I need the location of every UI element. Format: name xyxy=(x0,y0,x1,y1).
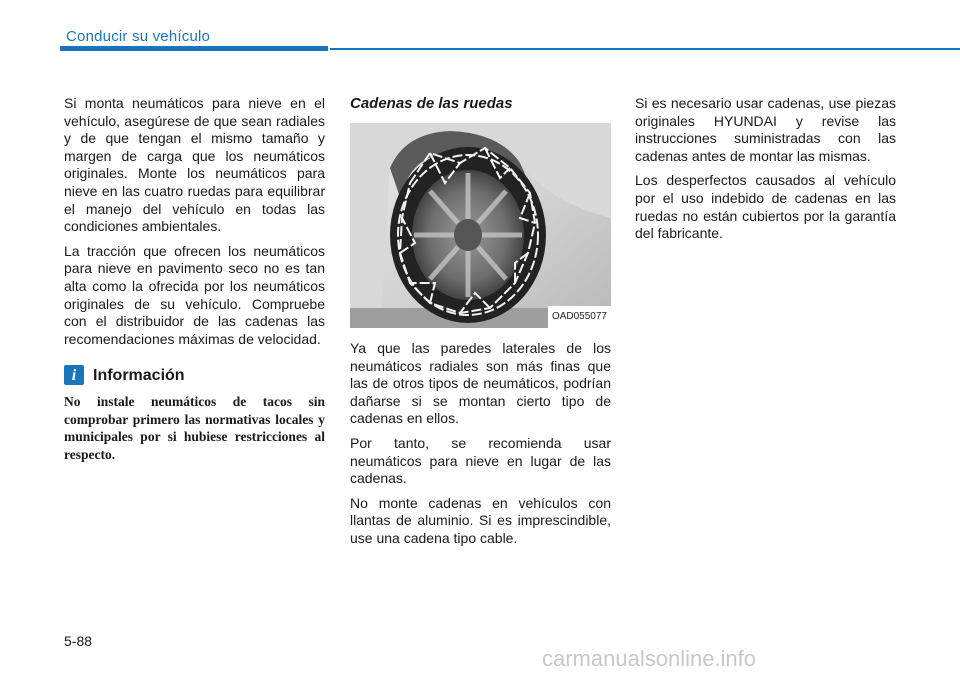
paragraph: Por tanto, se recomienda usar neumáticos para nieve en lugar de las cadenas. xyxy=(350,434,611,487)
info-title: Información xyxy=(93,366,185,384)
tire-chain-illustration xyxy=(350,123,611,328)
info-text: No instale neumáticos de tacos sin comprobar primero las normativas locales y municipales por si hubiese restricciones al respecto. xyxy=(64,394,325,462)
info-heading xyxy=(64,365,325,385)
column-1 xyxy=(64,95,325,470)
watermark: carmanualsonline.info xyxy=(542,646,757,671)
paragraph: Los desperfectos causados al vehículo por el uso indebido de cadenas en las ruedas no están cubiertos por la garantía del fabricante. xyxy=(635,172,896,242)
paragraph: La tracción que ofrecen los neumáticos para nieve en pavimento seco no es tan alta como la ofrecida por los neumáticos originales de su vehículo. Compruebe con el distribuidor de las cadenas las recomendaciones máximas de velocidad. xyxy=(64,242,325,347)
figure-code: OAD055077 xyxy=(548,306,611,328)
tire-chain-figure xyxy=(350,123,611,328)
paragraph: Si es necesario usar cadenas, use piezas originales HYUNDAI y revise las instrucciones suministradas con las cadenas antes de montar las mismas. xyxy=(635,95,896,164)
section-heading: Cadenas de las ruedas xyxy=(350,95,513,112)
paragraph: Ya que las paredes laterales de los neumáticos radiales son más finas que las de otros tipos de neumáticos, podrían dañarse si se montan cierto tipo de cadenas en ellos. xyxy=(350,340,611,427)
header-rule-thick xyxy=(60,46,328,51)
column-2 xyxy=(350,95,611,555)
paragraph: No monte cadenas en vehículos con llantas de aluminio. Si es imprescindible, use una cadena tipo cable. xyxy=(350,494,611,546)
info-icon: i xyxy=(64,365,84,385)
paragraph: Si monta neumáticos para nieve en el vehículo, asegúrese de que sean radiales y de que tengan el mismo tamaño y margen de carga que los neumáticos originales. Monte los neumáticos para nieve en las cuatro ruedas para equilibrar el manejo del vehículo en todas las condiciones ambientales. xyxy=(64,95,325,235)
header-rule-thin xyxy=(330,48,960,50)
section-title: Conducir su vehículo xyxy=(66,28,211,45)
column-3 xyxy=(635,95,896,250)
page-number: 5-88 xyxy=(64,633,93,649)
